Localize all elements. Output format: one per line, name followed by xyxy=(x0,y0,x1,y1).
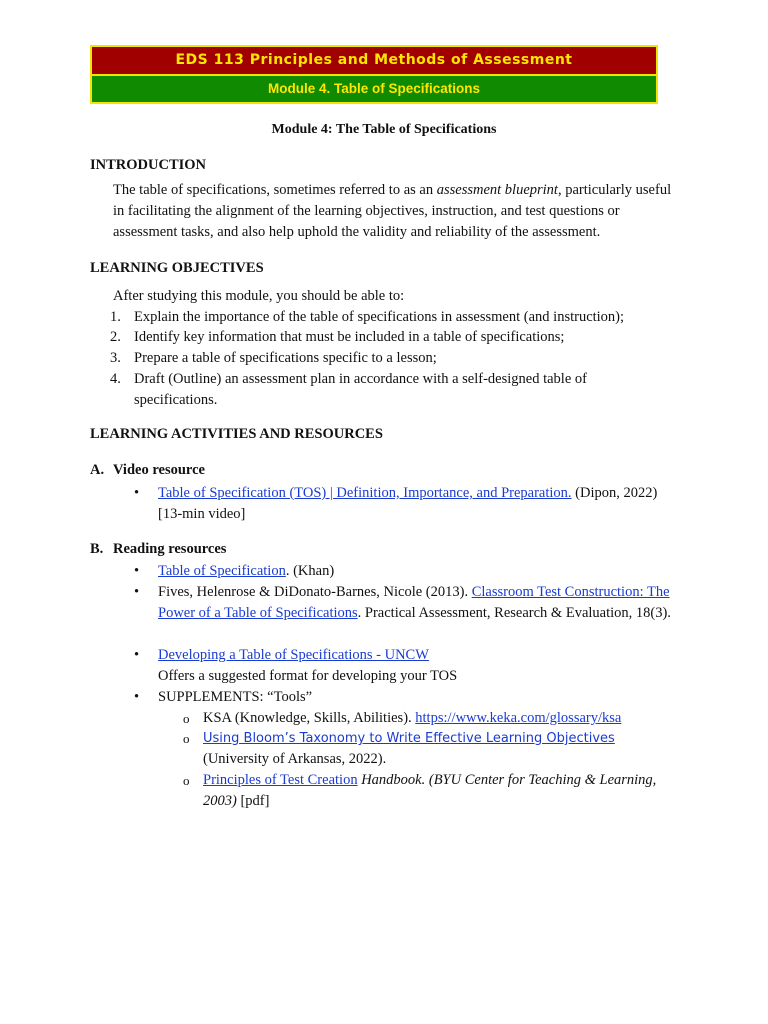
tos-khan-note: . (Khan) xyxy=(285,563,335,579)
reading-resources-heading xyxy=(90,541,226,558)
classroom-test-link[interactable]: Classroom Test Construction: The Power of a Table of Specifications xyxy=(158,584,670,621)
sub-bullet-icon: o xyxy=(183,711,190,726)
intro-text-before: The table of specifications, sometimes referred to as an xyxy=(113,182,437,198)
sub-bullet-icon: o xyxy=(183,731,190,746)
objective-item xyxy=(110,369,680,408)
introduction-paragraph xyxy=(113,180,673,243)
page-title: Module 4: The Table of Specifications xyxy=(271,122,497,137)
video-resource-heading xyxy=(90,462,205,479)
sub-list-item-text xyxy=(203,770,683,812)
section-label: Reading resources xyxy=(113,541,227,557)
blooms-taxonomy-link[interactable]: Using Bloom’s Taxonomy to Write Effective Learning Objectives xyxy=(203,731,615,746)
objective-number: 2. xyxy=(110,329,121,345)
course-banner xyxy=(90,45,658,104)
bullet-icon: • xyxy=(134,647,140,663)
course-title: EDS 113 Principles and Methods of Assessment xyxy=(92,47,656,76)
list-item-text xyxy=(158,483,678,525)
bullet-icon: • xyxy=(134,485,140,501)
objective-number: 1. xyxy=(110,309,121,325)
objective-item xyxy=(110,307,680,328)
objectives-heading: LEARNING OBJECTIVES xyxy=(90,260,264,276)
objective-text: Identify key information that must be included in a table of specifications; xyxy=(134,329,565,345)
objective-item xyxy=(110,348,680,369)
tos-khan-link[interactable]: Table of Specification xyxy=(158,563,286,579)
uncw-link[interactable]: Developing a Table of Specifications - UNCW xyxy=(158,647,429,663)
list-item-text xyxy=(158,561,678,582)
keka-ksa-link[interactable]: https://www.keka.com/glossary/ksa xyxy=(415,710,622,726)
citation-authors: Fives, Helenrose & DiDonato-Barnes, Nicole (2013). xyxy=(158,584,472,600)
video-link[interactable]: Table of Specification (TOS) | Definition, Importance, and Preparation. xyxy=(158,485,572,501)
objective-number: 3. xyxy=(110,350,121,366)
blooms-note: (University of Arkansas, 2022). xyxy=(203,751,387,767)
list-item-text xyxy=(158,582,678,624)
section-letter: B. xyxy=(90,541,104,557)
bullet-icon: • xyxy=(134,584,140,600)
test-creation-source: Handbook. (BYU Center for Teaching & Learning, 2003) xyxy=(203,772,657,809)
intro-emphasis: assessment blueprint xyxy=(436,182,558,198)
objective-text: Prepare a table of specifications specific to a lesson; xyxy=(134,350,437,366)
bullet-icon: • xyxy=(134,689,140,705)
bullet-icon: • xyxy=(134,563,140,579)
objective-number: 4. xyxy=(110,371,121,387)
pdf-tag: [pdf] xyxy=(236,793,270,809)
objective-text: Explain the importance of the table of specifications in assessment (and instruction); xyxy=(134,309,625,325)
module-title-banner: Module 4. Table of Specifications xyxy=(92,76,656,102)
citation-journal: . Practical Assessment, Research & Evaluation, 18(3). xyxy=(357,605,671,621)
video-note: (Dipon, 2022) [13-min video] xyxy=(158,485,658,522)
objective-item xyxy=(110,327,680,348)
objectives-lead: After studying this module, you should be able to: xyxy=(113,288,405,304)
sub-bullet-icon: o xyxy=(183,773,190,788)
section-letter: A. xyxy=(90,462,105,478)
intro-text-after: , particularly useful in facilitating the alignment of the learning objectives, instruction, and test questions or assessment tasks, and also help uphold the validity and reliability of the assessment. xyxy=(113,182,672,240)
uncw-note: Offers a suggested format for developing your TOS xyxy=(158,668,458,684)
supplements-label: SUPPLEMENTS: “Tools” xyxy=(158,689,313,705)
sub-list-item-text xyxy=(203,708,683,729)
section-label: Video resource xyxy=(113,462,205,478)
test-creation-link[interactable]: Principles of Test Creation xyxy=(203,772,358,788)
introduction-heading: INTRODUCTION xyxy=(90,157,207,173)
objective-text: Draft (Outline) an assessment plan in accordance with a self-designed table of specifications. xyxy=(134,371,587,408)
activities-heading: LEARNING ACTIVITIES AND RESOURCES xyxy=(90,426,383,442)
ksa-text: KSA (Knowledge, Skills, Abilities). xyxy=(203,710,416,726)
sub-list-item-text xyxy=(203,728,683,770)
list-item-text xyxy=(158,645,678,687)
